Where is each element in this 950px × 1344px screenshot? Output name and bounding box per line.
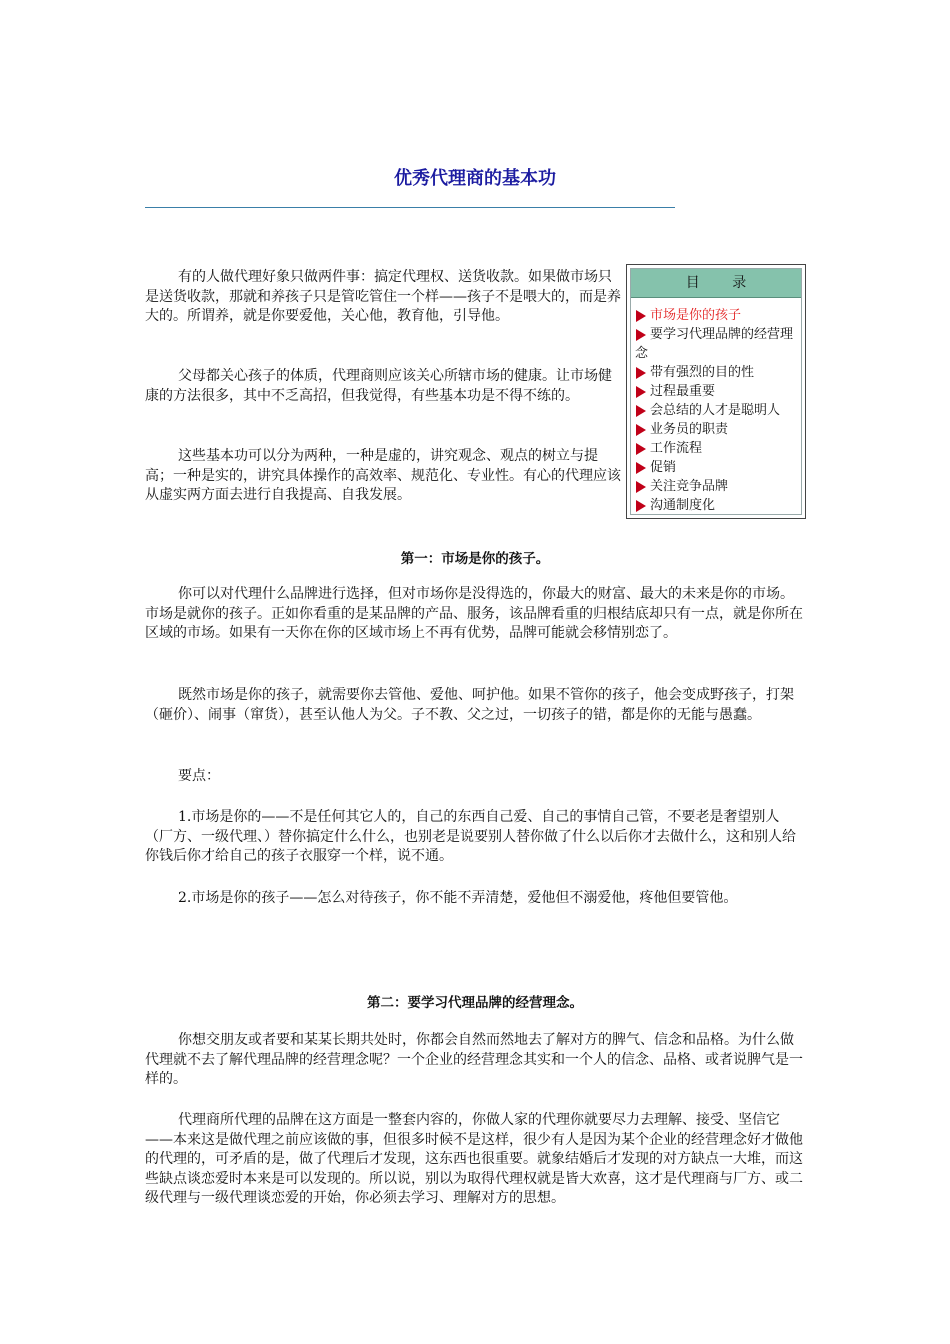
arrow-right-icon xyxy=(636,386,646,398)
section-1-paragraph-2: 既然市场是你的孩子，就需要你去管他、爱他、呵护他。如果不管你的孩子，他会变成野孩子，打架（砸价）、闹事（窜货），甚至认他人为父。子不教、父之过，一切孩子的错，都是你的无能与愚蠢。 xyxy=(145,687,794,723)
intro-paragraph-3: 这些基本功可以分为两种，一种是虚的，讲究观念、观点的树立与提高；一种是实的，讲究具体操作的高效率、规范化、专业性。有心的代理应该从虚实两方面去进行自我提高、自我发展。 xyxy=(145,448,621,503)
section-1-paragraph-1: 你可以对代理什么品牌进行选择，但对市场你是没得选的，你最大的财富、最大的未来是你的市场。市场是就你的孩子。正如你看重的是某品牌的产品、服务，该品牌看重的归根结底却只有一点，就是你所在区域的市场。如果有一天你在你的区域市场上不再有优势，品牌可能就会移情别恋了。 xyxy=(145,586,803,641)
toc-link-workflow[interactable]: 工作流程 xyxy=(635,439,801,458)
arrow-right-icon xyxy=(636,462,646,474)
page-title: 优秀代理商的基本功 xyxy=(394,168,556,189)
section-2-paragraph-2: 代理商所代理的品牌在这方面是一整套内容的，你做人家的代理你就要尽力去理解、接受、坚信它——本来这是做代理之前应该做的事，但很多时候不是这样，很少有人是因为某个企业的经营理念好才做他的代理的，可矛盾的是，做了代理后才发现，这东西也很重要。就象结婚后才发现的对方缺点一大堆，而这些缺点谈恋爱时本来是可以发现的。所以说，别以为取得代理权就是皆大欢喜，这才是代理商与厂方、或二级代理与一级代理谈恋爱的开始，你必须去学习、理解对方的思想。 xyxy=(145,1112,803,1206)
table-of-contents xyxy=(626,264,806,519)
toc-link-salesperson-duties[interactable]: 业务员的职责 xyxy=(635,420,801,439)
key-point-1: 1.市场是你的——不是任何其它人的，自己的东西自己爱、自己的事情自己管，不要老是奢望别人（厂方、一级代理、）替你搞定什么什么，也别老是说要别人替你做了什么以后你才去做什么，这和别人给你钱后你才给自己的孩子衣服穿一个样，说不通。 xyxy=(145,809,796,864)
section-1-heading: 第一：市场是你的孩子。 xyxy=(400,551,550,567)
section-2-paragraph-1: 你想交朋友或者要和某某长期共处时，你都会自然而然地去了解对方的脾气、信念和品格。为什么做代理就不去了解代理品牌的经营理念呢？一个企业的经营理念其实和一个人的信念、品格、或者说脾气是一样的。 xyxy=(145,1032,803,1087)
toc-link-process-matters[interactable]: 过程最重要 xyxy=(635,382,801,401)
toc-header: 目 录 xyxy=(631,269,801,298)
arrow-right-icon xyxy=(636,405,646,417)
intro-paragraph-1: 有的人做代理好象只做两件事：搞定代理权、送货收款。如果做市场只是送货收款，那就和养孩子只是管吃管住一个样——孩子不是喂大的，而是养大的。所谓养，就是你要爱他，关心他，教育他，引导他。 xyxy=(145,269,621,324)
title-divider xyxy=(145,207,675,208)
key-points-label: 要点： xyxy=(178,768,220,784)
toc-link-strong-purpose[interactable]: 带有强烈的目的性 xyxy=(635,363,801,382)
arrow-right-icon xyxy=(636,424,646,436)
arrow-right-icon xyxy=(636,443,646,455)
arrow-right-icon xyxy=(636,481,646,493)
arrow-right-icon xyxy=(636,310,646,322)
toc-link-summarize[interactable]: 会总结的人才是聪明人 xyxy=(635,401,801,420)
intro-paragraph-2: 父母都关心孩子的体质，代理商则应该关心所辖市场的健康。让市场健康的方法很多，其中不乏高招，但我觉得，有些基本功是不得不练的。 xyxy=(145,368,612,404)
section-2-heading: 第二：要学习代理品牌的经营理念。 xyxy=(367,995,583,1011)
toc-link-communication[interactable]: 沟通制度化 xyxy=(635,496,801,515)
key-point-2: 2.市场是你的孩子——怎么对待孩子，你不能不弄清楚，爱他但不溺爱他，疼他但要管他。 xyxy=(178,890,738,906)
toc-link-market-is-your-child[interactable]: 市场是你的孩子 xyxy=(635,306,801,325)
arrow-right-icon xyxy=(636,329,646,341)
toc-link-business-philosophy[interactable]: 要学习代理品牌的经营理念 xyxy=(635,327,794,361)
arrow-right-icon xyxy=(636,367,646,379)
toc-link-competitors[interactable]: 关注竞争品牌 xyxy=(635,477,801,496)
arrow-right-icon xyxy=(636,500,646,512)
toc-link-promotion[interactable]: 促销 xyxy=(635,458,801,477)
